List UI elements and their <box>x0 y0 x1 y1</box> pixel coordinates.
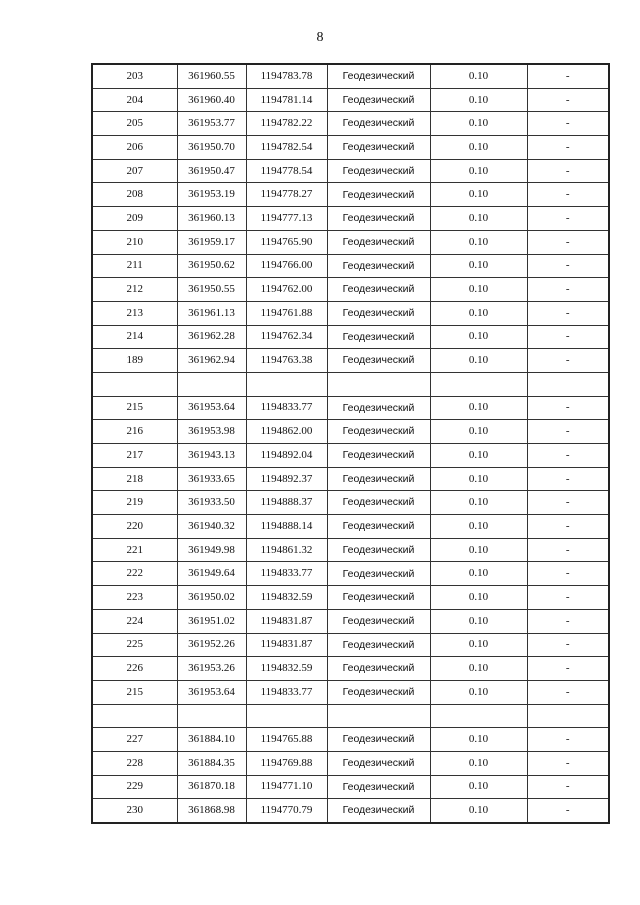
y-coordinate-cell: 1194832.59 <box>246 657 327 681</box>
table-row <box>92 254 609 278</box>
y-coordinate-cell: 1194862.00 <box>246 420 327 444</box>
table-row <box>92 799 609 823</box>
accuracy-cell: 0.10 <box>430 396 527 420</box>
note-cell: - <box>527 609 609 633</box>
table-row <box>92 88 609 112</box>
point-number-cell: 211 <box>92 254 177 278</box>
method-cell: Геодезический <box>327 515 430 539</box>
x-coordinate-cell <box>177 372 246 396</box>
table-row <box>92 444 609 468</box>
point-number-cell: 226 <box>92 657 177 681</box>
table-row <box>92 159 609 183</box>
y-coordinate-cell: 1194831.87 <box>246 633 327 657</box>
x-coordinate-cell: 361953.19 <box>177 183 246 207</box>
note-cell: - <box>527 633 609 657</box>
x-coordinate-cell: 361953.64 <box>177 396 246 420</box>
table-row <box>92 609 609 633</box>
x-coordinate-cell: 361940.32 <box>177 515 246 539</box>
note-cell <box>527 372 609 396</box>
table-row <box>92 112 609 136</box>
x-coordinate-cell: 361870.18 <box>177 775 246 799</box>
accuracy-cell: 0.10 <box>430 183 527 207</box>
x-coordinate-cell: 361951.02 <box>177 609 246 633</box>
accuracy-cell: 0.10 <box>430 325 527 349</box>
point-number-cell: 219 <box>92 491 177 515</box>
y-coordinate-cell: 1194861.32 <box>246 538 327 562</box>
accuracy-cell: 0.10 <box>430 254 527 278</box>
accuracy-cell: 0.10 <box>430 230 527 254</box>
point-number-cell: 212 <box>92 278 177 302</box>
separator-row <box>92 704 609 728</box>
accuracy-cell: 0.10 <box>430 64 527 88</box>
accuracy-cell: 0.10 <box>430 349 527 373</box>
point-number-cell: 208 <box>92 183 177 207</box>
table-row <box>92 207 609 231</box>
note-cell: - <box>527 207 609 231</box>
y-coordinate-cell: 1194781.14 <box>246 88 327 112</box>
x-coordinate-cell: 361953.98 <box>177 420 246 444</box>
y-coordinate-cell: 1194892.04 <box>246 444 327 468</box>
x-coordinate-cell: 361949.98 <box>177 538 246 562</box>
method-cell: Геодезический <box>327 136 430 160</box>
point-number-cell <box>92 372 177 396</box>
accuracy-cell: 0.10 <box>430 467 527 491</box>
table-row <box>92 586 609 610</box>
x-coordinate-cell: 361950.02 <box>177 586 246 610</box>
x-coordinate-cell: 361950.47 <box>177 159 246 183</box>
table-row <box>92 515 609 539</box>
accuracy-cell: 0.10 <box>430 207 527 231</box>
method-cell: Геодезический <box>327 64 430 88</box>
point-number-cell: 215 <box>92 680 177 704</box>
y-coordinate-cell <box>246 372 327 396</box>
x-coordinate-cell: 361952.26 <box>177 633 246 657</box>
y-coordinate-cell: 1194888.37 <box>246 491 327 515</box>
accuracy-cell: 0.10 <box>430 586 527 610</box>
accuracy-cell: 0.10 <box>430 728 527 752</box>
method-cell: Геодезический <box>327 586 430 610</box>
note-cell: - <box>527 775 609 799</box>
note-cell: - <box>527 278 609 302</box>
method-cell: Геодезический <box>327 467 430 491</box>
table-row <box>92 657 609 681</box>
point-number-cell: 220 <box>92 515 177 539</box>
x-coordinate-cell: 361950.62 <box>177 254 246 278</box>
note-cell: - <box>527 64 609 88</box>
point-number-cell: 207 <box>92 159 177 183</box>
y-coordinate-cell: 1194769.88 <box>246 751 327 775</box>
note-cell: - <box>527 396 609 420</box>
point-number-cell: 221 <box>92 538 177 562</box>
note-cell: - <box>527 586 609 610</box>
point-number-cell: 230 <box>92 799 177 823</box>
x-coordinate-cell: 361943.13 <box>177 444 246 468</box>
method-cell: Геодезический <box>327 609 430 633</box>
method-cell: Геодезический <box>327 799 430 823</box>
note-cell: - <box>527 799 609 823</box>
accuracy-cell: 0.10 <box>430 420 527 444</box>
note-cell: - <box>527 491 609 515</box>
x-coordinate-cell: 361960.55 <box>177 64 246 88</box>
method-cell <box>327 372 430 396</box>
method-cell: Геодезический <box>327 751 430 775</box>
table-row <box>92 775 609 799</box>
y-coordinate-cell: 1194777.13 <box>246 207 327 231</box>
accuracy-cell: 0.10 <box>430 680 527 704</box>
x-coordinate-cell: 361953.64 <box>177 680 246 704</box>
point-number-cell: 213 <box>92 301 177 325</box>
y-coordinate-cell: 1194765.90 <box>246 230 327 254</box>
separator-row <box>92 372 609 396</box>
y-coordinate-cell: 1194762.00 <box>246 278 327 302</box>
x-coordinate-cell: 361953.26 <box>177 657 246 681</box>
accuracy-cell: 0.10 <box>430 799 527 823</box>
method-cell: Геодезический <box>327 230 430 254</box>
method-cell: Геодезический <box>327 420 430 444</box>
point-number-cell: 225 <box>92 633 177 657</box>
x-coordinate-cell: 361884.35 <box>177 751 246 775</box>
table-row <box>92 301 609 325</box>
coordinates-table-body <box>92 64 609 823</box>
point-number-cell: 203 <box>92 64 177 88</box>
note-cell: - <box>527 444 609 468</box>
table-row <box>92 349 609 373</box>
table-row <box>92 64 609 88</box>
x-coordinate-cell: 361960.40 <box>177 88 246 112</box>
point-number-cell: 189 <box>92 349 177 373</box>
accuracy-cell: 0.10 <box>430 751 527 775</box>
y-coordinate-cell: 1194833.77 <box>246 680 327 704</box>
x-coordinate-cell: 361949.64 <box>177 562 246 586</box>
table-row <box>92 538 609 562</box>
method-cell: Геодезический <box>327 562 430 586</box>
note-cell: - <box>527 562 609 586</box>
accuracy-cell: 0.10 <box>430 633 527 657</box>
note-cell: - <box>527 301 609 325</box>
accuracy-cell: 0.10 <box>430 444 527 468</box>
y-coordinate-cell: 1194770.79 <box>246 799 327 823</box>
y-coordinate-cell: 1194762.34 <box>246 325 327 349</box>
y-coordinate-cell <box>246 704 327 728</box>
note-cell: - <box>527 88 609 112</box>
coordinates-table <box>91 63 610 824</box>
method-cell: Геодезический <box>327 491 430 515</box>
table-row <box>92 136 609 160</box>
y-coordinate-cell: 1194833.77 <box>246 396 327 420</box>
note-cell: - <box>527 136 609 160</box>
table-row <box>92 396 609 420</box>
x-coordinate-cell: 361933.50 <box>177 491 246 515</box>
accuracy-cell: 0.10 <box>430 136 527 160</box>
x-coordinate-cell: 361959.17 <box>177 230 246 254</box>
note-cell: - <box>527 751 609 775</box>
y-coordinate-cell: 1194832.59 <box>246 586 327 610</box>
accuracy-cell: 0.10 <box>430 657 527 681</box>
point-number-cell: 216 <box>92 420 177 444</box>
table-row <box>92 680 609 704</box>
method-cell: Геодезический <box>327 159 430 183</box>
accuracy-cell: 0.10 <box>430 88 527 112</box>
y-coordinate-cell: 1194782.54 <box>246 136 327 160</box>
table-row <box>92 278 609 302</box>
note-cell: - <box>527 254 609 278</box>
point-number-cell: 218 <box>92 467 177 491</box>
method-cell: Геодезический <box>327 88 430 112</box>
y-coordinate-cell: 1194778.27 <box>246 183 327 207</box>
point-number-cell: 217 <box>92 444 177 468</box>
method-cell: Геодезический <box>327 112 430 136</box>
point-number-cell: 228 <box>92 751 177 775</box>
point-number-cell: 206 <box>92 136 177 160</box>
note-cell: - <box>527 515 609 539</box>
method-cell: Геодезический <box>327 325 430 349</box>
point-number-cell: 215 <box>92 396 177 420</box>
x-coordinate-cell: 361953.77 <box>177 112 246 136</box>
x-coordinate-cell: 361950.70 <box>177 136 246 160</box>
method-cell: Геодезический <box>327 301 430 325</box>
method-cell: Геодезический <box>327 349 430 373</box>
x-coordinate-cell: 361933.65 <box>177 467 246 491</box>
accuracy-cell: 0.10 <box>430 609 527 633</box>
y-coordinate-cell: 1194783.78 <box>246 64 327 88</box>
y-coordinate-cell: 1194833.77 <box>246 562 327 586</box>
accuracy-cell: 0.10 <box>430 159 527 183</box>
accuracy-cell: 0.10 <box>430 562 527 586</box>
method-cell: Геодезический <box>327 680 430 704</box>
accuracy-cell: 0.10 <box>430 538 527 562</box>
note-cell: - <box>527 325 609 349</box>
note-cell: - <box>527 467 609 491</box>
accuracy-cell <box>430 704 527 728</box>
table-row <box>92 467 609 491</box>
x-coordinate-cell: 361868.98 <box>177 799 246 823</box>
accuracy-cell: 0.10 <box>430 112 527 136</box>
method-cell: Геодезический <box>327 657 430 681</box>
point-number-cell: 209 <box>92 207 177 231</box>
table-row <box>92 633 609 657</box>
note-cell: - <box>527 728 609 752</box>
y-coordinate-cell: 1194765.88 <box>246 728 327 752</box>
point-number-cell: 205 <box>92 112 177 136</box>
note-cell: - <box>527 230 609 254</box>
method-cell: Геодезический <box>327 183 430 207</box>
note-cell: - <box>527 112 609 136</box>
accuracy-cell <box>430 372 527 396</box>
point-number-cell: 210 <box>92 230 177 254</box>
point-number-cell <box>92 704 177 728</box>
y-coordinate-cell: 1194763.38 <box>246 349 327 373</box>
note-cell: - <box>527 680 609 704</box>
table-row <box>92 728 609 752</box>
table-row <box>92 230 609 254</box>
y-coordinate-cell: 1194766.00 <box>246 254 327 278</box>
method-cell: Геодезический <box>327 728 430 752</box>
method-cell: Геодезический <box>327 396 430 420</box>
method-cell <box>327 704 430 728</box>
table-row <box>92 325 609 349</box>
note-cell: - <box>527 349 609 373</box>
y-coordinate-cell: 1194831.87 <box>246 609 327 633</box>
table-row <box>92 420 609 444</box>
note-cell: - <box>527 159 609 183</box>
x-coordinate-cell <box>177 704 246 728</box>
method-cell: Геодезический <box>327 254 430 278</box>
method-cell: Геодезический <box>327 538 430 562</box>
table-row <box>92 751 609 775</box>
y-coordinate-cell: 1194892.37 <box>246 467 327 491</box>
note-cell: - <box>527 420 609 444</box>
point-number-cell: 223 <box>92 586 177 610</box>
method-cell: Геодезический <box>327 444 430 468</box>
x-coordinate-cell: 361950.55 <box>177 278 246 302</box>
x-coordinate-cell: 361961.13 <box>177 301 246 325</box>
table-row <box>92 491 609 515</box>
accuracy-cell: 0.10 <box>430 775 527 799</box>
method-cell: Геодезический <box>327 633 430 657</box>
note-cell <box>527 704 609 728</box>
point-number-cell: 204 <box>92 88 177 112</box>
method-cell: Геодезический <box>327 207 430 231</box>
point-number-cell: 227 <box>92 728 177 752</box>
page-number: 8 <box>316 30 324 45</box>
y-coordinate-cell: 1194778.54 <box>246 159 327 183</box>
y-coordinate-cell: 1194782.22 <box>246 112 327 136</box>
x-coordinate-cell: 361962.28 <box>177 325 246 349</box>
table-row <box>92 562 609 586</box>
method-cell: Геодезический <box>327 775 430 799</box>
point-number-cell: 222 <box>92 562 177 586</box>
method-cell: Геодезический <box>327 278 430 302</box>
table-row <box>92 183 609 207</box>
point-number-cell: 214 <box>92 325 177 349</box>
accuracy-cell: 0.10 <box>430 515 527 539</box>
point-number-cell: 224 <box>92 609 177 633</box>
note-cell: - <box>527 538 609 562</box>
accuracy-cell: 0.10 <box>430 491 527 515</box>
accuracy-cell: 0.10 <box>430 301 527 325</box>
y-coordinate-cell: 1194771.10 <box>246 775 327 799</box>
y-coordinate-cell: 1194761.88 <box>246 301 327 325</box>
note-cell: - <box>527 657 609 681</box>
note-cell: - <box>527 183 609 207</box>
point-number-cell: 229 <box>92 775 177 799</box>
x-coordinate-cell: 361962.94 <box>177 349 246 373</box>
x-coordinate-cell: 361960.13 <box>177 207 246 231</box>
y-coordinate-cell: 1194888.14 <box>246 515 327 539</box>
x-coordinate-cell: 361884.10 <box>177 728 246 752</box>
accuracy-cell: 0.10 <box>430 278 527 302</box>
